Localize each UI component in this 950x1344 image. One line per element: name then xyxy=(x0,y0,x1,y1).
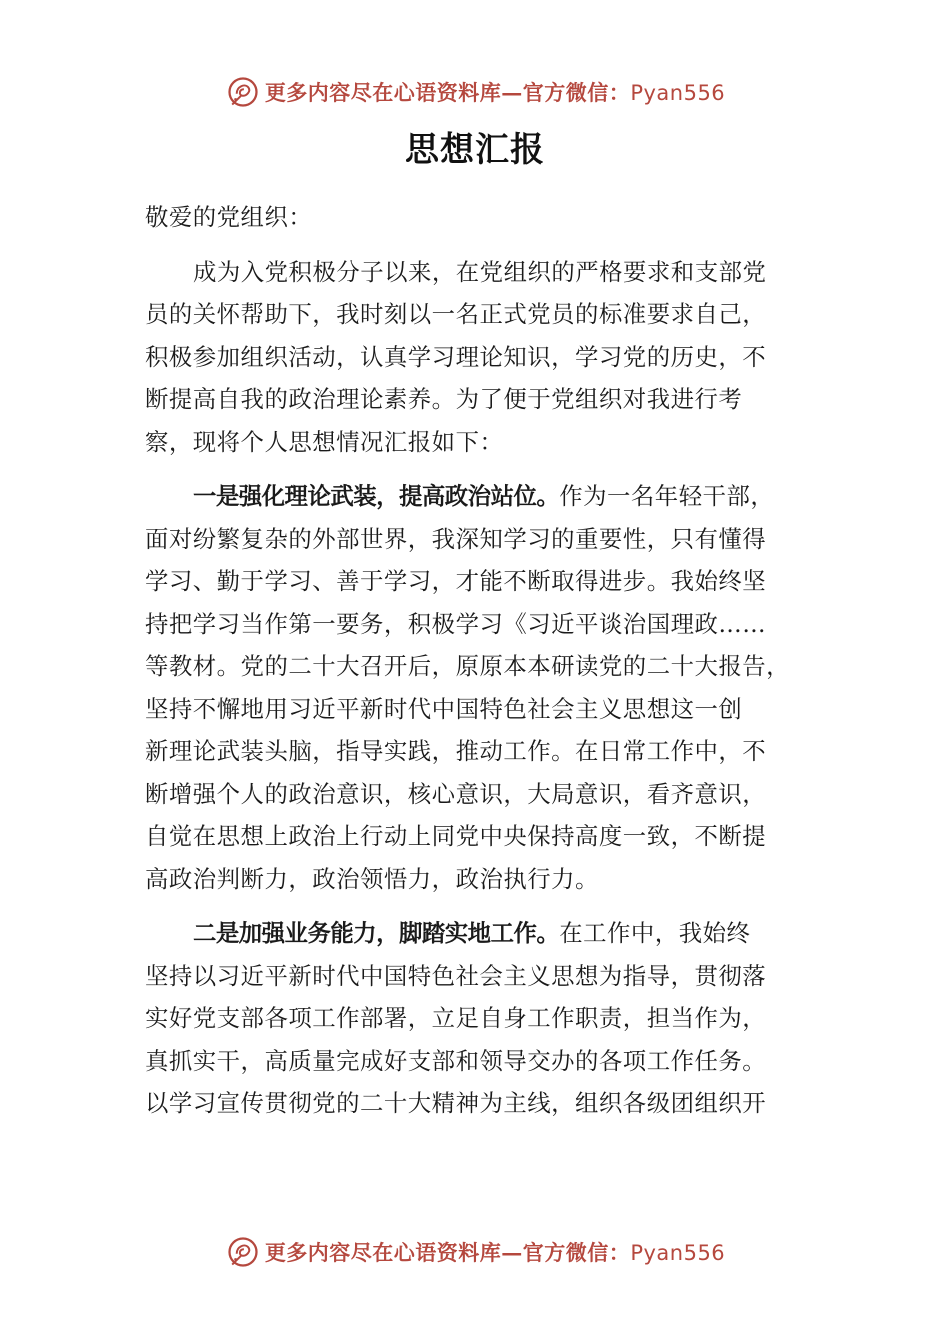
text-run: 作为一名年轻干部， xyxy=(559,482,775,510)
section-2-paragraph xyxy=(145,912,810,1125)
text-line: 坚持以习近平新时代中国特色社会主义思想为指导，贯彻落 xyxy=(145,961,767,990)
salutation: 敬爱的党组织： xyxy=(145,203,313,231)
text-run: 在工作中，我始终 xyxy=(559,919,751,947)
document-title: 思想汇报 xyxy=(405,130,545,170)
text-line: 断增强个人的政治意识，核心意识，大局意识，看齐意识， xyxy=(145,779,767,808)
text-line: 察，现将个人思想情况汇报如下： xyxy=(145,427,504,456)
section-2-first-line xyxy=(145,912,810,955)
text-line: 持把学习当作第一要务，积极学习《习近平谈治国理政…… xyxy=(145,609,767,638)
text-line: 高政治判断力，政治领悟力，政治执行力。 xyxy=(145,864,599,893)
rose-logo-icon xyxy=(225,1234,261,1270)
intro-paragraph xyxy=(145,251,810,464)
watermark-text: 更多内容尽在心语资料库—官方微信：Pyan556 xyxy=(264,1240,726,1265)
section-1-heading: 一是强化理论武装，提高政治站位。 xyxy=(193,482,560,510)
text-line: 面对纷繁复杂的外部世界，我深知学习的重要性，只有懂得 xyxy=(145,524,767,553)
section-1-first-line xyxy=(145,475,810,518)
rose-logo-icon xyxy=(225,74,261,110)
text-line: 成为入党积极分子以来，在党组织的严格要求和支部党 xyxy=(193,257,767,286)
text-line: 积极参加组织活动，认真学习理论知识，学习党的历史，不 xyxy=(145,342,767,371)
section-2-heading: 二是加强业务能力，脚踏实地工作。 xyxy=(193,919,560,947)
text-line: 断提高自我的政治理论素养。为了便于党组织对我进行考 xyxy=(145,385,743,413)
text-line: 真抓实干，高质量完成好支部和领导交办的各项工作任务。 xyxy=(145,1046,767,1075)
text-line: 以学习宣传贯彻党的二十大精神为主线，组织各级团组织开 xyxy=(145,1089,767,1117)
text-line: 实好党支部各项工作部署，立足自身工作职责，担当作为， xyxy=(145,1004,767,1032)
document-body xyxy=(145,196,810,1137)
watermark-header xyxy=(0,72,950,112)
text-line: 等教材。党的二十大召开后，原原本本研读党的二十大报告， xyxy=(145,652,791,680)
watermark-text: 更多内容尽在心语资料库—官方微信：Pyan556 xyxy=(264,80,726,105)
text-line: 坚持不懈地用习近平新时代中国特色社会主义思想这一创 xyxy=(145,694,743,723)
text-line: 员的关怀帮助下，我时刻以一名正式党员的标准要求自己， xyxy=(145,300,767,328)
section-1-paragraph xyxy=(145,475,810,900)
text-line: 自觉在思想上政治上行动上同党中央保持高度一致，不断提 xyxy=(145,822,767,850)
text-line: 新理论武装头脑，指导实践，推动工作。在日常工作中，不 xyxy=(145,737,767,765)
text-line: 学习、勤于学习、善于学习，才能不断取得进步。我始终坚 xyxy=(145,567,767,595)
watermark-footer xyxy=(0,1232,950,1272)
